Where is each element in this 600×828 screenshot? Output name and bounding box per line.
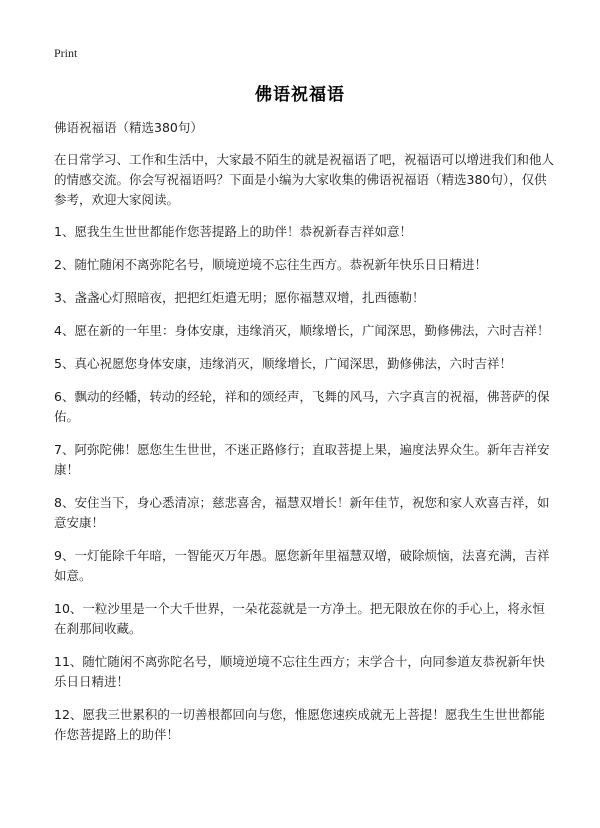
article-body (54, 118, 554, 758)
list-item: 7、阿弥陀佛！愿您生生世世，不迷正路修行；直取菩提上果，遍度法界众生。新年吉祥安康！ (54, 442, 550, 477)
article-intro: 在日常学习、工作和生活中，大家最不陌生的就是祝福语了吧，祝福语可以增进我们和他人的情感交流。你会写祝福语吗？下面是小编为大家收集的佛语祝福语（精选380句），仅供参考，欢迎大家阅读。 (54, 152, 555, 207)
list-item: 12、愿我三世累积的一切善根都回向与您，惟愿您速疾成就无上菩提！愿我生生世世都能作您菩提路上的助伴！ (54, 707, 545, 742)
blessing-list (54, 222, 554, 745)
list-item: 6、飘动的经幡，转动的经轮，祥和的颂经声，飞舞的风马，六字真言的祝福，佛菩萨的保佑。 (54, 389, 550, 424)
list-item: 11、随忙随闲不离弥陀名号，顺境逆境不忘往生西方；末学合十，向同参道友恭祝新年快乐日日精进！ (54, 654, 545, 689)
article-subtitle: 佛语祝福语（精选380句） (54, 120, 203, 135)
list-item: 2、随忙随闲不离弥陀名号，顺境逆境不忘往生西方。恭祝新年快乐日日精进！ (54, 257, 487, 272)
list-item: 8、安住当下，身心悉清凉；慈悲喜舍，福慧双增长！新年佳节，祝您和家人欢喜吉祥，如意安康！ (54, 495, 550, 530)
list-item: 4、愿在新的一年里：身体安康，违缘消灭，顺缘增长，广闻深思，勤修佛法，六时吉祥！ (54, 323, 550, 338)
list-item: 10、一粒沙里是一个大千世界，一朵花蕊就是一方净土。把无限放在你的手心上，将永恒在刹那间收藏。 (54, 601, 545, 636)
list-item: 9、一灯能除千年暗，一智能灭万年愚。愿您新年里福慧双增，破除烦恼，法喜充满，吉祥如意。 (54, 548, 550, 583)
list-item: 3、盏盏心灯照暗夜，把把红炬遣无明；愿你福慧双增，扎西德勒！ (54, 290, 425, 305)
print-link[interactable]: Print (54, 46, 78, 60)
list-item: 1、愿我生生世世都能作您菩提路上的助伴！恭祝新春吉祥如意！ (54, 224, 412, 239)
list-item: 5、真心祝愿您身体安康，违缘消灭，顺缘增长，广闻深思，勤修佛法，六时吉祥！ (54, 356, 512, 371)
page-title: 佛语祝福语 (255, 85, 345, 105)
